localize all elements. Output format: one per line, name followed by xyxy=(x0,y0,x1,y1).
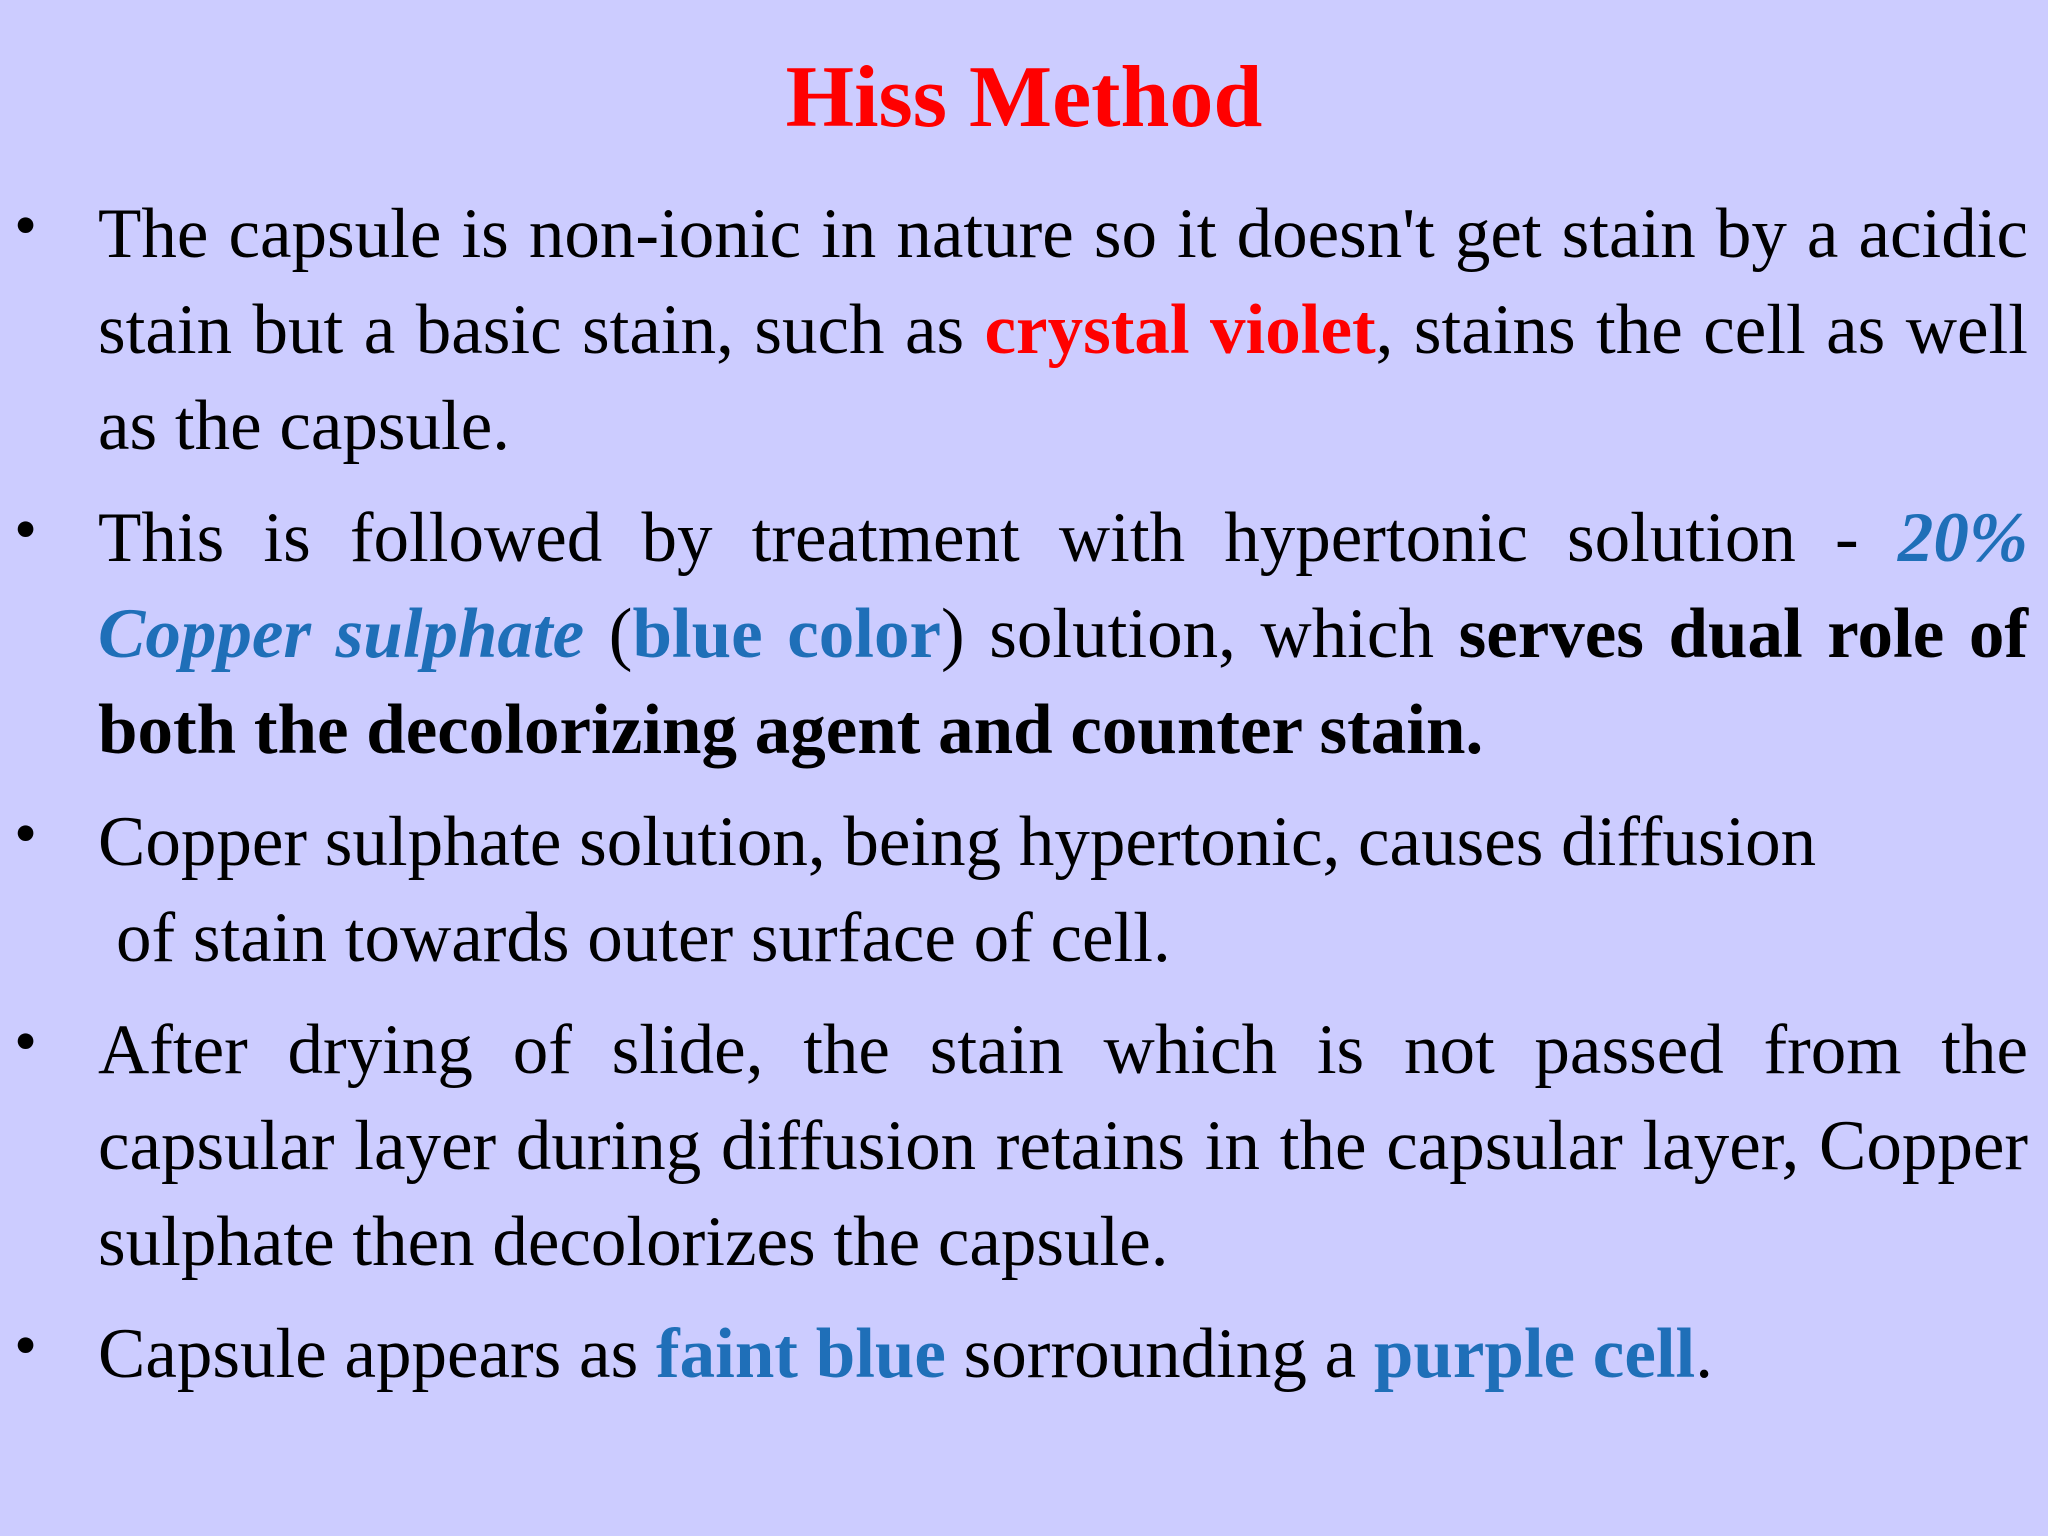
highlight-crystal-violet: crystal violet xyxy=(984,291,1376,369)
slide-title: Hiss Method xyxy=(785,49,1263,146)
highlight-copper-sulphate: 20% Copper sulphate xyxy=(98,499,2028,673)
bullet-list xyxy=(0,186,2048,1418)
highlight-purple-cell: purple cell xyxy=(1373,1315,1696,1393)
bullet-marker: • xyxy=(14,493,38,566)
bullet-text: . xyxy=(1695,1315,1714,1393)
bullet-diffusion xyxy=(0,794,2048,986)
bullet-marker: • xyxy=(14,797,38,870)
bullet-text: sorrounding a xyxy=(945,1315,1374,1393)
bullet-marker: • xyxy=(14,189,38,262)
bullet-marker: • xyxy=(14,1309,38,1382)
bullet-text: After drying of slide, the stain which is not passed from the capsular layer during diffusion retains in the capsular layer, Copper sulphate then decolorizes the capsule. xyxy=(98,1011,2028,1281)
bullet-text: Copper sulphate solution, being hypertonic, causes diffusion xyxy=(98,803,1817,881)
bullet-drying xyxy=(0,1002,2048,1290)
bullet-text: ) solution, which xyxy=(941,595,1459,673)
bullet-hypertonic-treatment xyxy=(0,490,2048,778)
bullet-capsule-appearance xyxy=(0,1306,2048,1402)
highlight-faint-blue: faint blue xyxy=(655,1315,946,1393)
highlight-blue-color: blue color xyxy=(632,595,942,673)
emphasis-dual-role: serves dual role of both the decolorizing agent and counter stain. xyxy=(98,595,2028,769)
bullet-capsule-nonionic xyxy=(0,186,2048,474)
bullet-text: of stain towards outer surface of cell. xyxy=(116,899,1171,977)
bullet-text: ( xyxy=(584,595,633,673)
bullet-marker: • xyxy=(14,1005,38,1078)
bullet-text: The capsule is non-ionic in nature so it doesn't get stain by a acidic stain but a basic stain, such as xyxy=(98,195,2028,369)
bullet-text: Capsule appears as xyxy=(98,1315,656,1393)
bullet-text: This is followed by treatment with hypertonic solution - xyxy=(98,499,1898,577)
bullet-text: , stains the cell as well as the capsule. xyxy=(98,291,2028,465)
